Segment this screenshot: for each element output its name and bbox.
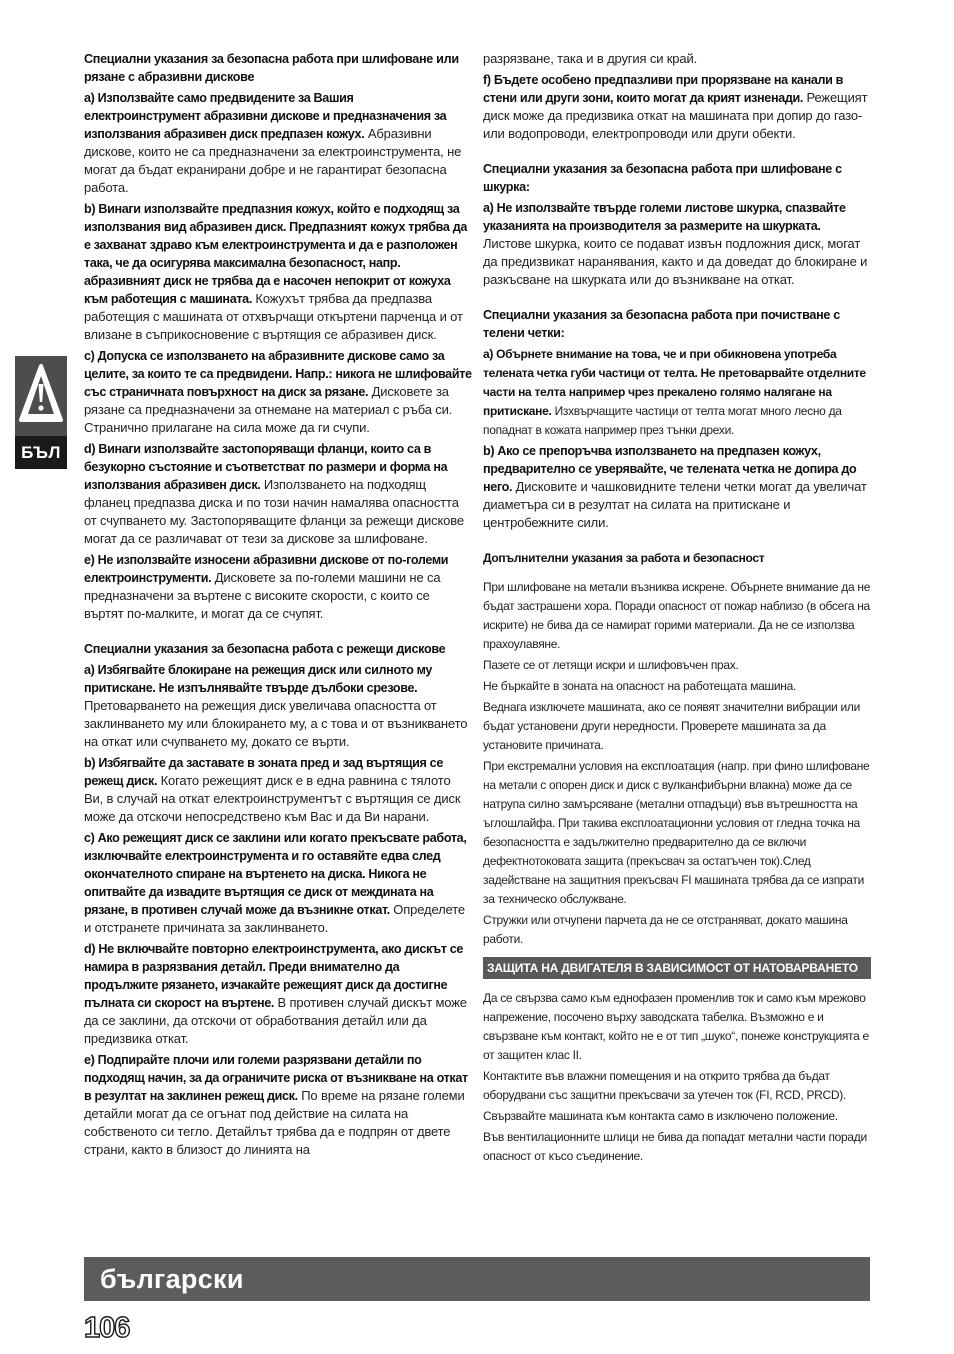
body-text: В противен случай дискът може да се заклини, да отскочи от обработвания детайл или да предизвика откат. [84, 995, 467, 1046]
paragraph-abrasive-b [84, 200, 472, 344]
body-text: Абразивни дискове, които не са предназначени за електроинструмента, не могат да бъдат екранирани добре и не гарантират безопасна работа. [84, 126, 462, 195]
body-text: Режещият диск може да предизвика откат на машината при допир до газо- или водопроводи, електропроводи или други обекти. [483, 90, 868, 141]
paragraph-cutting-d [84, 940, 472, 1048]
footer-language-title: български [100, 1264, 244, 1294]
warning-triangle-icon [15, 356, 67, 436]
section-bar-motor-protection: ЗАЩИТА НА ДВИГАТЕЛЯ В ЗАВИСИМОСТ ОТ НАТОВАРВАНЕТО [483, 957, 871, 979]
paragraph-abrasive-c [84, 347, 472, 437]
paragraph-motor-4: Във вентилационните шлици не бива да попадат метални части поради опасност от късо съединение. [483, 1130, 867, 1163]
body-text: Дисковете за рязане са предназначени за отнемане на материал с ръба си. Странично прилагане на сила може да ги счупи. [84, 384, 453, 435]
language-label: БЪЛ [15, 436, 67, 469]
section-heading-abrasive: Специални указания за безопасна работа при шлифоване или рязане с абразивни дискове [84, 52, 459, 84]
section-heading-cutting: Специални указания за безопасна работа с режещи дискове [84, 642, 446, 656]
bold-text: c) Ако режещият диск се заклини или когато прекъсвате работа, изключвайте електроинструмента и го оставяйте едва след окончателното спиране на въртенето на диска. Никога не опитвайте да извадите въртящия се диск от междината на рязане, в противен случай може да възникне откат. [84, 831, 467, 917]
paragraph-additional-3: Не бъркайте в зоната на опасност на работещата машина. [483, 679, 796, 693]
section-heading-sanding: Специални указания за безопасна работа при шлифоване с шкурка: [483, 162, 842, 194]
spacer [483, 146, 871, 160]
bold-text: d) Не включвайте повторно електроинструмента, ако дискът се намира в разрязвания детайл. Преди внимателно да продължите рязането, изчакайте режещият диск да достигне пълната си скорост на въртене. [84, 942, 464, 1010]
paragraph-additional-6: Стружки или отчупени парчета да не се отстраняват, докато машина работи. [483, 913, 848, 946]
paragraph-cutting-a [84, 661, 472, 751]
spacer [483, 570, 871, 578]
body-text: Използването на подходящ фланец предпазва диска и по този начин намалява опасността от счупването му. Застопоряващите фланци за режещи дискове могат да се различават от тези за дискове за шлифоване. [84, 477, 464, 546]
bold-text: e) Подпирайте плочи или големи разрязвани детайли по подходящ начин, за да ограничите риска от възникване на откат в резултат на заклинен режещ диск. [84, 1053, 468, 1103]
bold-text: a) Обърнете внимание на това, че и при обикновена употреба телената четка губи частици от телта. Не претоварвайте отделните части на телта например чрез прекалено голямо налягане на притискане. [483, 347, 866, 418]
paragraph-sanding-a [483, 199, 871, 289]
paragraph-abrasive-a [84, 89, 472, 197]
bold-text: b) Винаги използвайте предпазния кожух, който е подходящ за използвания вид абразивен диск. Предпазният кожух трябва да е захванат здраво към електроинструмента и да е разположен така, че да осигурява максимална безопасност, напр. абразивният диск не трябва да е насочен непокрит от кожуха към работещия с машината. [84, 202, 467, 306]
body-text: Кожухът трябва да предпазва работещия с машината от отхвърчащи откъртени парченца и от влизане в съприкосновение с въртящия се абразивен диск. [84, 291, 463, 342]
body-text: Претоварването на режещия диск увеличава опасността от заклинването му или блокирането му, а с това и от възникването на откат или счупването му, докато се върти. [84, 698, 468, 749]
paragraph-abrasive-e [84, 551, 472, 623]
bold-text: f) Бъдете особено предпазливи при прорязване на канали в стени или други зони, които могат да крият изненади. [483, 73, 844, 105]
paragraph-abrasive-d [84, 440, 472, 548]
section-heading-additional: Допълнителни указания за работа и безопасност [483, 551, 765, 565]
body-text: Изхвърчащите частици от телта могат много лесно да попаднат в кожата например през тънки дрехи. [483, 404, 842, 437]
body-text: Когато режещият диск е в една равнина с тялото Ви, в случай на откат електроинструментът с въртящия се диск може да отскочи непосредствено към Вас и да Ви нарани. [84, 773, 461, 824]
paragraph-additional-4: Веднага изключете машината, ако се появят значителни вибрации или бъдат установени други нередности. Проверете машината за да установите причината. [483, 700, 860, 752]
body-text: Дисковете за по-големи машини не са предназначени за въртене с високите скорости, с които се въртят по-малките, и могат да се счупят. [84, 570, 441, 621]
paragraph-cutting-c [84, 829, 472, 937]
paragraph-additional-5: При екстремални условия на експлоатация (напр. при фино шлифоване на метали с опорен диск и диск с вулканфибърни влакна) може да се натрупа силно замърсяване (метални отпадъци) във вътрешността на ъглошлайфа. При такива експлоатационни условия от гледна точка на безопасността е задължително предварително да се включи дефектнотоковата защита (прекъсвач за остатъчен ток).След задействане на защитния прекъсвач FI машината трябва да се изпрати за техническо обслужване. [483, 759, 870, 906]
paragraph-additional-1: При шлифоване на метали възниква искрене. Обърнете внимание да не бъдат застрашени хора. Поради опасност от пожар наблизо (в обсега на искрите) не бива да се намират горими материали. Да не се използва прахоулавяне. [483, 580, 871, 651]
spacer [483, 535, 871, 549]
body-text: Дисковите и чашковидните телени четки могат да увеличат диаметъра си в резултат на силата на притискане и центробежните сили. [483, 479, 867, 530]
paragraph-cutting-e [84, 1051, 472, 1159]
bold-text: e) Не използвайте износени абразивни дискове от по-големи електроинструменти. [84, 553, 449, 585]
paragraph-continuation: разрязване, така и в другия си край. [483, 51, 698, 66]
paragraph-motor-2: Контактите във влажни помещения и на открито трябва да бъдат оборудвани със защитни прекъсвачи за утечен ток (FI, RCD, PRCD). [483, 1069, 847, 1102]
section-heading-wire-brush: Специални указания за безопасна работа при почистване с телени четки: [483, 308, 841, 340]
paragraph-wire-b [483, 442, 871, 532]
left-column [84, 50, 472, 1162]
bold-text: c) Допуска се използването на абразивните дискове само за целите, за които те са предвидени. Напр.: никога не шлифовайте със страничната повърхност на диск за рязане. [84, 349, 472, 399]
body-text: По време на рязане големи детайли могат да се огънат под действие на силата на собственото си тегло. Детайлът трябва да е подпрян от двете страни, както в близост до линията на [84, 1088, 465, 1157]
paragraph-motor-3: Свързвайте машината към контакта само в изключено положение. [483, 1109, 838, 1123]
bold-text: d) Винаги използвайте застопоряващи фланци, които са в безукорно състояние и съответстват по размери и форма на използвания абразивен диск. [84, 442, 448, 492]
paragraph-wire-a [483, 345, 871, 440]
spacer [84, 626, 472, 640]
bold-text: a) Използвайте само предвидените за Вашия електроинструмент абразивни дискове и предназначения за използвания абразивен диск предпазен кожух. [84, 91, 447, 141]
paragraph-cutting-f [483, 71, 871, 143]
bold-text: a) Избягвайте блокиране на режещия диск или силното му притискане. Не изпълнявайте твърде дълбоки срезове. [84, 663, 433, 695]
body-text: Листове шкурка, които се подават извън подложния диск, могат да предизвикат наранявания, както и да доведат до блокиране и разкъсване на шкурката или до възникване на откат. [483, 236, 868, 287]
paragraph-cutting-b [84, 754, 472, 826]
page-number: 106 [84, 1312, 130, 1344]
bold-text: b) Избягвайте да заставате в зоната пред и зад въртящия се режещ диск. [84, 756, 443, 788]
right-column [483, 50, 871, 1168]
paragraph-additional-2: Пазете се от летящи искри и шлифовъчен прах. [483, 658, 739, 672]
spacer [483, 292, 871, 306]
bold-text: b) Ако се препоръчва използването на предпазен кожух, предварително се уверявайте, че телената четка не допира до него. [483, 444, 857, 494]
language-side-tab [15, 356, 67, 469]
warning-panel [15, 356, 67, 436]
body-text: Определете и отстранете причината за заклинването. [84, 902, 465, 935]
bold-text: a) Не използвайте твърде големи листове шкурка, спазвайте указанията на производителя за размерите на шкурката. [483, 201, 846, 233]
paragraph-motor-1: Да се свързва само към еднофазен променлив ток и само към мрежово напрежение, посочено върху заводската табелка. Възможно е и свързване към контакт, който не е от тип „шуко“, понеже конструкцията е от защитен клас II. [483, 991, 869, 1062]
footer-language-bar [84, 1257, 870, 1301]
